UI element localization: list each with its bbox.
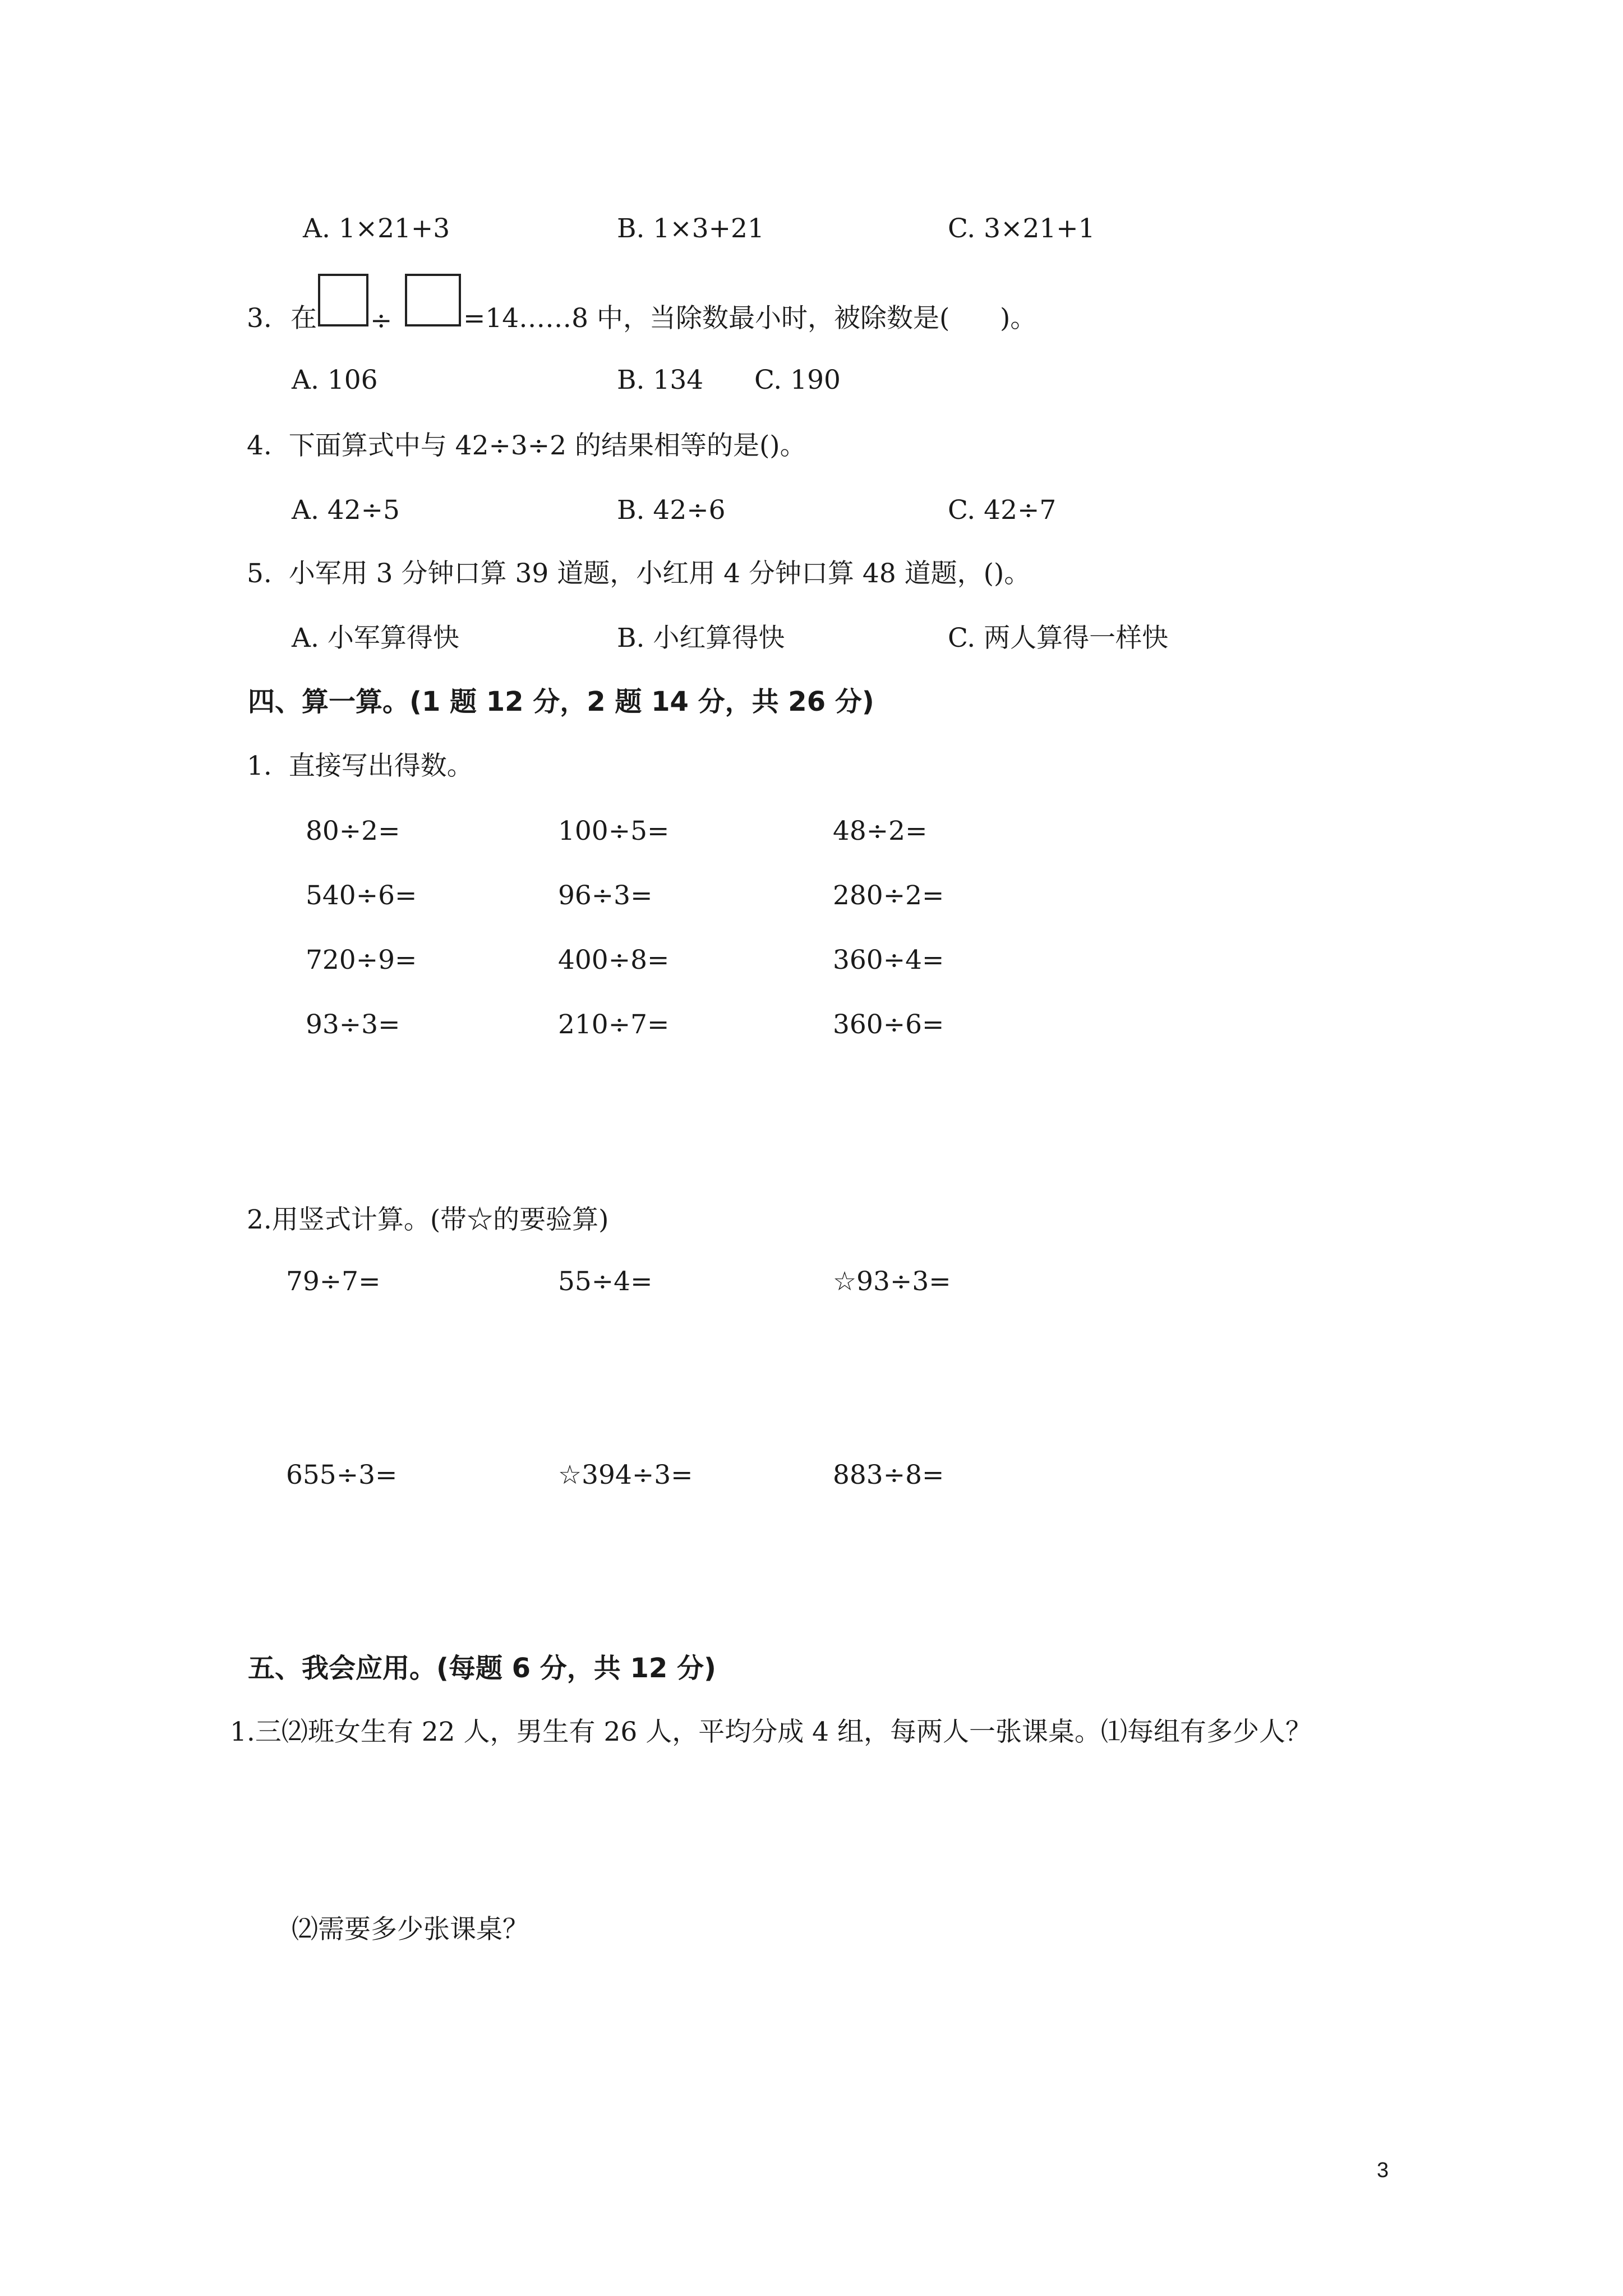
q2-option-a: A. 1×21+3 bbox=[303, 213, 450, 244]
q4-question: 4. 下面算式中与 42÷3÷2 的结果相等的是()。 bbox=[247, 430, 806, 461]
blank-box-divisor bbox=[405, 274, 461, 326]
q3-prefix: 在 bbox=[291, 303, 317, 334]
q3-number: 3. bbox=[247, 303, 272, 334]
q5-option-c: C. 两人算得一样快 bbox=[948, 623, 1169, 654]
oral-item: 720÷9= bbox=[306, 945, 417, 976]
q4-option-a: A. 42÷5 bbox=[292, 495, 400, 526]
q3-option-b: B. 134 bbox=[617, 365, 704, 395]
q3-divide-sign: ÷ bbox=[370, 305, 393, 336]
oral-item: 93÷3= bbox=[306, 1009, 400, 1040]
q2-option-c: C. 3×21+1 bbox=[948, 213, 1095, 244]
oral-item: 360÷6= bbox=[833, 1009, 944, 1040]
section4-title: 四、算一算。(1 题 12 分，2 题 14 分，共 26 分) bbox=[248, 686, 874, 717]
q3-option-c: C. 190 bbox=[754, 365, 841, 395]
vertical-item: 655÷3= bbox=[286, 1460, 398, 1490]
oral-item: 80÷2= bbox=[306, 816, 400, 846]
section5-title: 五、我会应用。(每题 6 分，共 12 分) bbox=[248, 1653, 716, 1684]
oral-item: 48÷2= bbox=[833, 816, 928, 846]
q5-question: 5. 小军用 3 分钟口算 39 道题，小红用 4 分钟口算 48 道题，()。 bbox=[247, 558, 1031, 589]
vertical-item: ☆93÷3= bbox=[833, 1266, 951, 1297]
oral-item: 96÷3= bbox=[558, 880, 653, 911]
q2-option-b: B. 1×3+21 bbox=[617, 213, 764, 244]
q5-option-b: B. 小红算得快 bbox=[617, 623, 785, 654]
section5-q1: 1.三⑵班女生有 22 人，男生有 26 人，平均分成 4 组，每两人一张课桌。⑴每组有多少人？ bbox=[230, 1717, 1312, 1747]
blank-box-dividend bbox=[318, 274, 368, 326]
page-number: 3 bbox=[1377, 2159, 1389, 2182]
vertical-item: 883÷8= bbox=[833, 1460, 944, 1490]
oral-item: 360÷4= bbox=[833, 945, 944, 976]
oral-item: 400÷8= bbox=[558, 945, 670, 976]
section4-q1-title: 1. 直接写出得数。 bbox=[247, 751, 473, 781]
q3-option-a: A. 106 bbox=[292, 365, 378, 395]
oral-item: 100÷5= bbox=[558, 816, 670, 846]
vertical-item: ☆394÷3= bbox=[558, 1460, 693, 1490]
q4-option-c: C. 42÷7 bbox=[948, 495, 1057, 526]
q5-option-a: A. 小军算得快 bbox=[292, 623, 459, 654]
oral-item: 540÷6= bbox=[306, 880, 417, 911]
vertical-item: 79÷7= bbox=[286, 1266, 381, 1297]
section5-q1-sub2: ⑵需要多少张课桌？ bbox=[292, 1914, 529, 1945]
q4-option-b: B. 42÷6 bbox=[617, 495, 726, 526]
oral-item: 280÷2= bbox=[833, 880, 944, 911]
q3-question: =14……8 中，当除数最小时，被除数是( )。 bbox=[463, 303, 1037, 334]
section4-q2-title: 2.用竖式计算。(带☆的要验算) bbox=[247, 1204, 609, 1235]
oral-item: 210÷7= bbox=[558, 1009, 670, 1040]
vertical-item: 55÷4= bbox=[558, 1266, 653, 1297]
